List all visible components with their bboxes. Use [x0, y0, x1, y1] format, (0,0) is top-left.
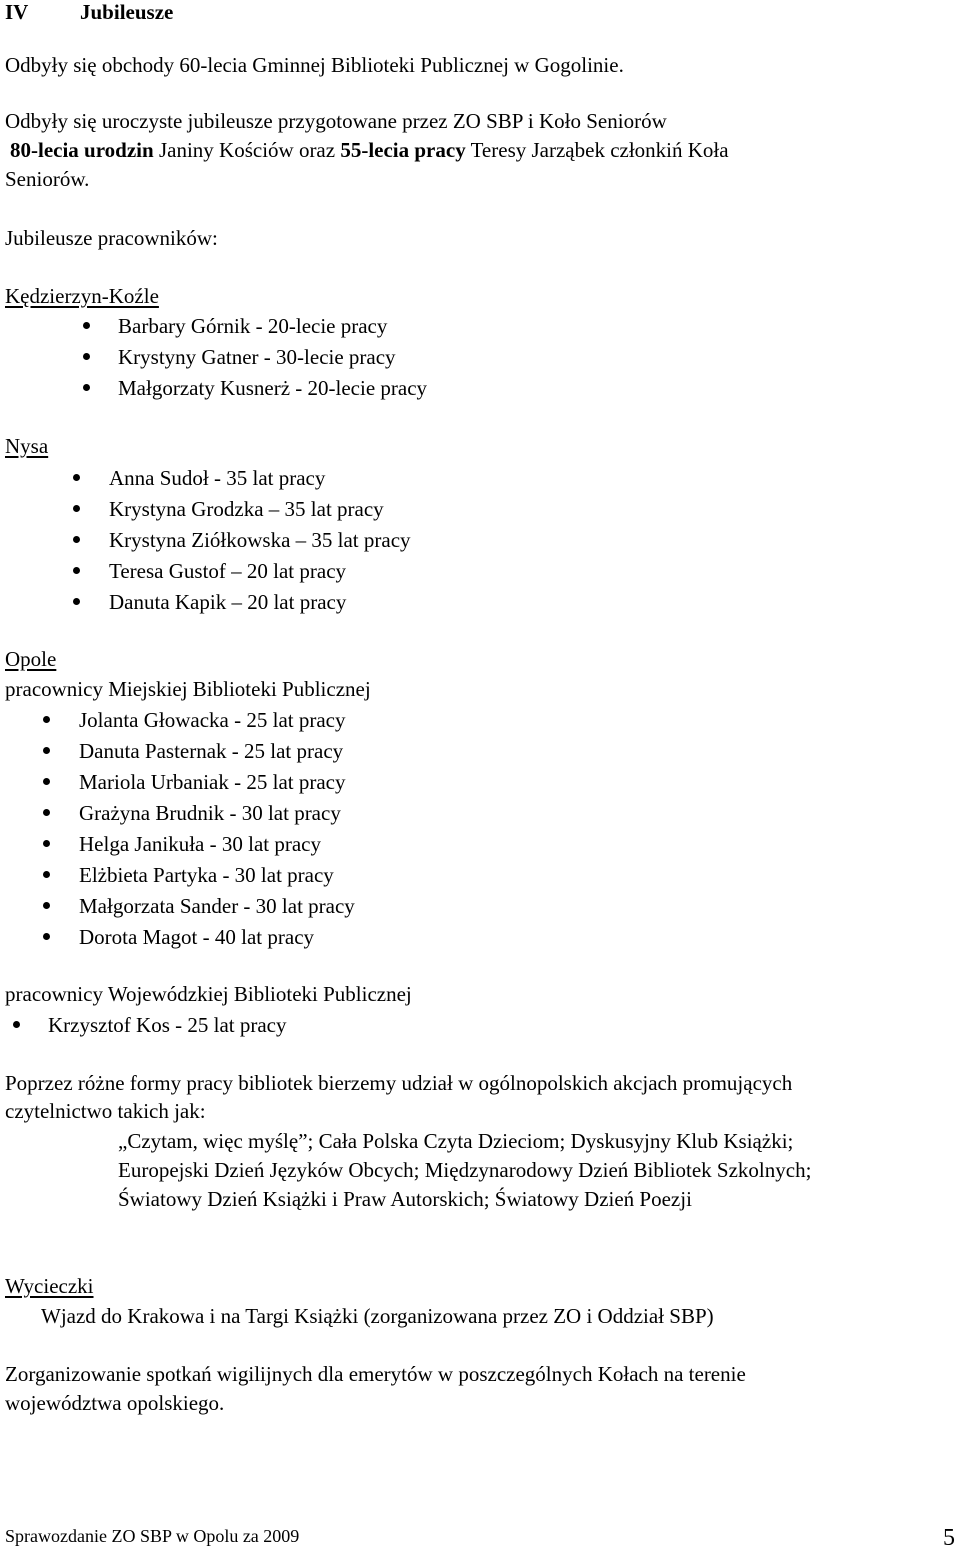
closing-line-1: Zorganizowanie spotkań wigilijnych dla emerytów w poszczególnych Kołach na terenie [5, 1362, 746, 1386]
bullet-icon [13, 1021, 20, 1028]
bullet-icon [43, 778, 50, 785]
list-item: Krzysztof Kos - 25 lat pracy [48, 1013, 287, 1037]
city-kedzierzyn-kozle: Kędzierzyn-Koźle [5, 284, 159, 308]
bullet-icon [83, 384, 90, 391]
trips-heading: Wycieczki [5, 1274, 94, 1298]
group-heading-mbp: pracownicy Miejskiej Biblioteki Publicznej [5, 677, 371, 701]
list-item: Dorota Magot - 40 lat pracy [79, 925, 315, 949]
city-opole: Opole [5, 647, 57, 671]
page-number: 5 [943, 1525, 955, 1551]
list-item: Mariola Urbaniak - 25 lat pracy [79, 770, 346, 794]
anniversary-80-text: 80-lecia urodzin [10, 138, 154, 162]
intro-paragraph-1: Odbyły się obchody 60-lecia Gminnej Biblioteki Publicznej w Gogolinie. [5, 53, 624, 77]
list-item: Anna Sudoł - 35 lat pracy [109, 466, 326, 490]
list-item: Barbary Górnik - 20-lecie pracy [118, 314, 388, 338]
list-item: Krystyny Gatner - 30-lecie pracy [118, 345, 396, 369]
actions-line-1: Poprzez różne formy pracy bibliotek bierzemy udział w ogólnopolskich akcjach promujących [5, 1071, 793, 1095]
bullet-icon [83, 322, 90, 329]
bullet-icon [73, 598, 80, 605]
city-nysa: Nysa [5, 434, 49, 458]
intro-paragraph-2-line-3: Seniorów. [5, 167, 90, 191]
bullet-icon [43, 933, 50, 940]
intro-paragraph-2-line-1: Odbyły się uroczyste jubileusze przygotowane przez ZO SBP i Koło Seniorów [5, 109, 667, 133]
list-item: Danuta Kapik – 20 lat pracy [109, 590, 347, 614]
list-item: Jolanta Głowacka - 25 lat pracy [79, 708, 346, 732]
actions-list-line-1: „Czytam, więc myślę”; Cała Polska Czyta Dzieciom; Dyskusyjny Klub Książki; [118, 1129, 794, 1153]
bullet-icon [43, 840, 50, 847]
jubilees-heading: Jubileusze pracowników: [5, 226, 218, 250]
intro-text-a: Janiny Kościów oraz [153, 138, 341, 162]
bullet-icon [43, 871, 50, 878]
bullet-icon [43, 747, 50, 754]
list-item: Grażyna Brudnik - 30 lat pracy [79, 801, 341, 825]
list-item: Małgorzaty Kusnerż - 20-lecie pracy [118, 376, 428, 400]
list-item: Krystyna Ziółkowska – 35 lat pracy [109, 528, 411, 552]
actions-list-line-2: Europejski Dzień Języków Obcych; Międzynarodowy Dzień Bibliotek Szkolnych; [118, 1158, 812, 1182]
bullet-icon [73, 536, 80, 543]
trips-item: Wjazd do Krakowa i na Targi Książki (zorganizowana przez ZO i Oddział SBP) [41, 1304, 714, 1328]
group-heading-wbp: pracownicy Wojewódzkiej Biblioteki Publicznej [5, 982, 412, 1006]
closing-line-2: województwa opolskiego. [5, 1391, 225, 1415]
list-item: Helga Janikuła - 30 lat pracy [79, 832, 321, 856]
list-item: Danuta Pasternak - 25 lat pracy [79, 739, 344, 763]
anniversary-55-text: 55-lecia pracy [340, 138, 466, 162]
list-item: Małgorzata Sander - 30 lat pracy [79, 894, 355, 918]
bullet-icon [43, 716, 50, 723]
bullet-icon [43, 809, 50, 816]
footer-text: Sprawozdanie ZO SBP w Opolu za 2009 [5, 1526, 300, 1546]
bullet-icon [43, 902, 50, 909]
bullet-icon [73, 505, 80, 512]
section-title: Jubileusze [80, 0, 174, 24]
list-item: Elżbieta Partyka - 30 lat pracy [79, 863, 334, 887]
intro-text-b: Teresy Jarząbek członkiń Koła [465, 138, 729, 162]
section-number: IV [5, 0, 29, 24]
bullet-icon [73, 567, 80, 574]
actions-list-line-3: Światowy Dzień Książki i Praw Autorskich; Światowy Dzień Poezji [118, 1187, 692, 1211]
bullet-icon [83, 353, 90, 360]
intro-paragraph-2-line-2 [10, 138, 729, 162]
bullet-icon [73, 474, 80, 481]
actions-line-2: czytelnictwo takich jak: [5, 1099, 206, 1123]
list-item: Krystyna Grodzka – 35 lat pracy [109, 497, 384, 521]
list-item: Teresa Gustof – 20 lat pracy [109, 559, 347, 583]
